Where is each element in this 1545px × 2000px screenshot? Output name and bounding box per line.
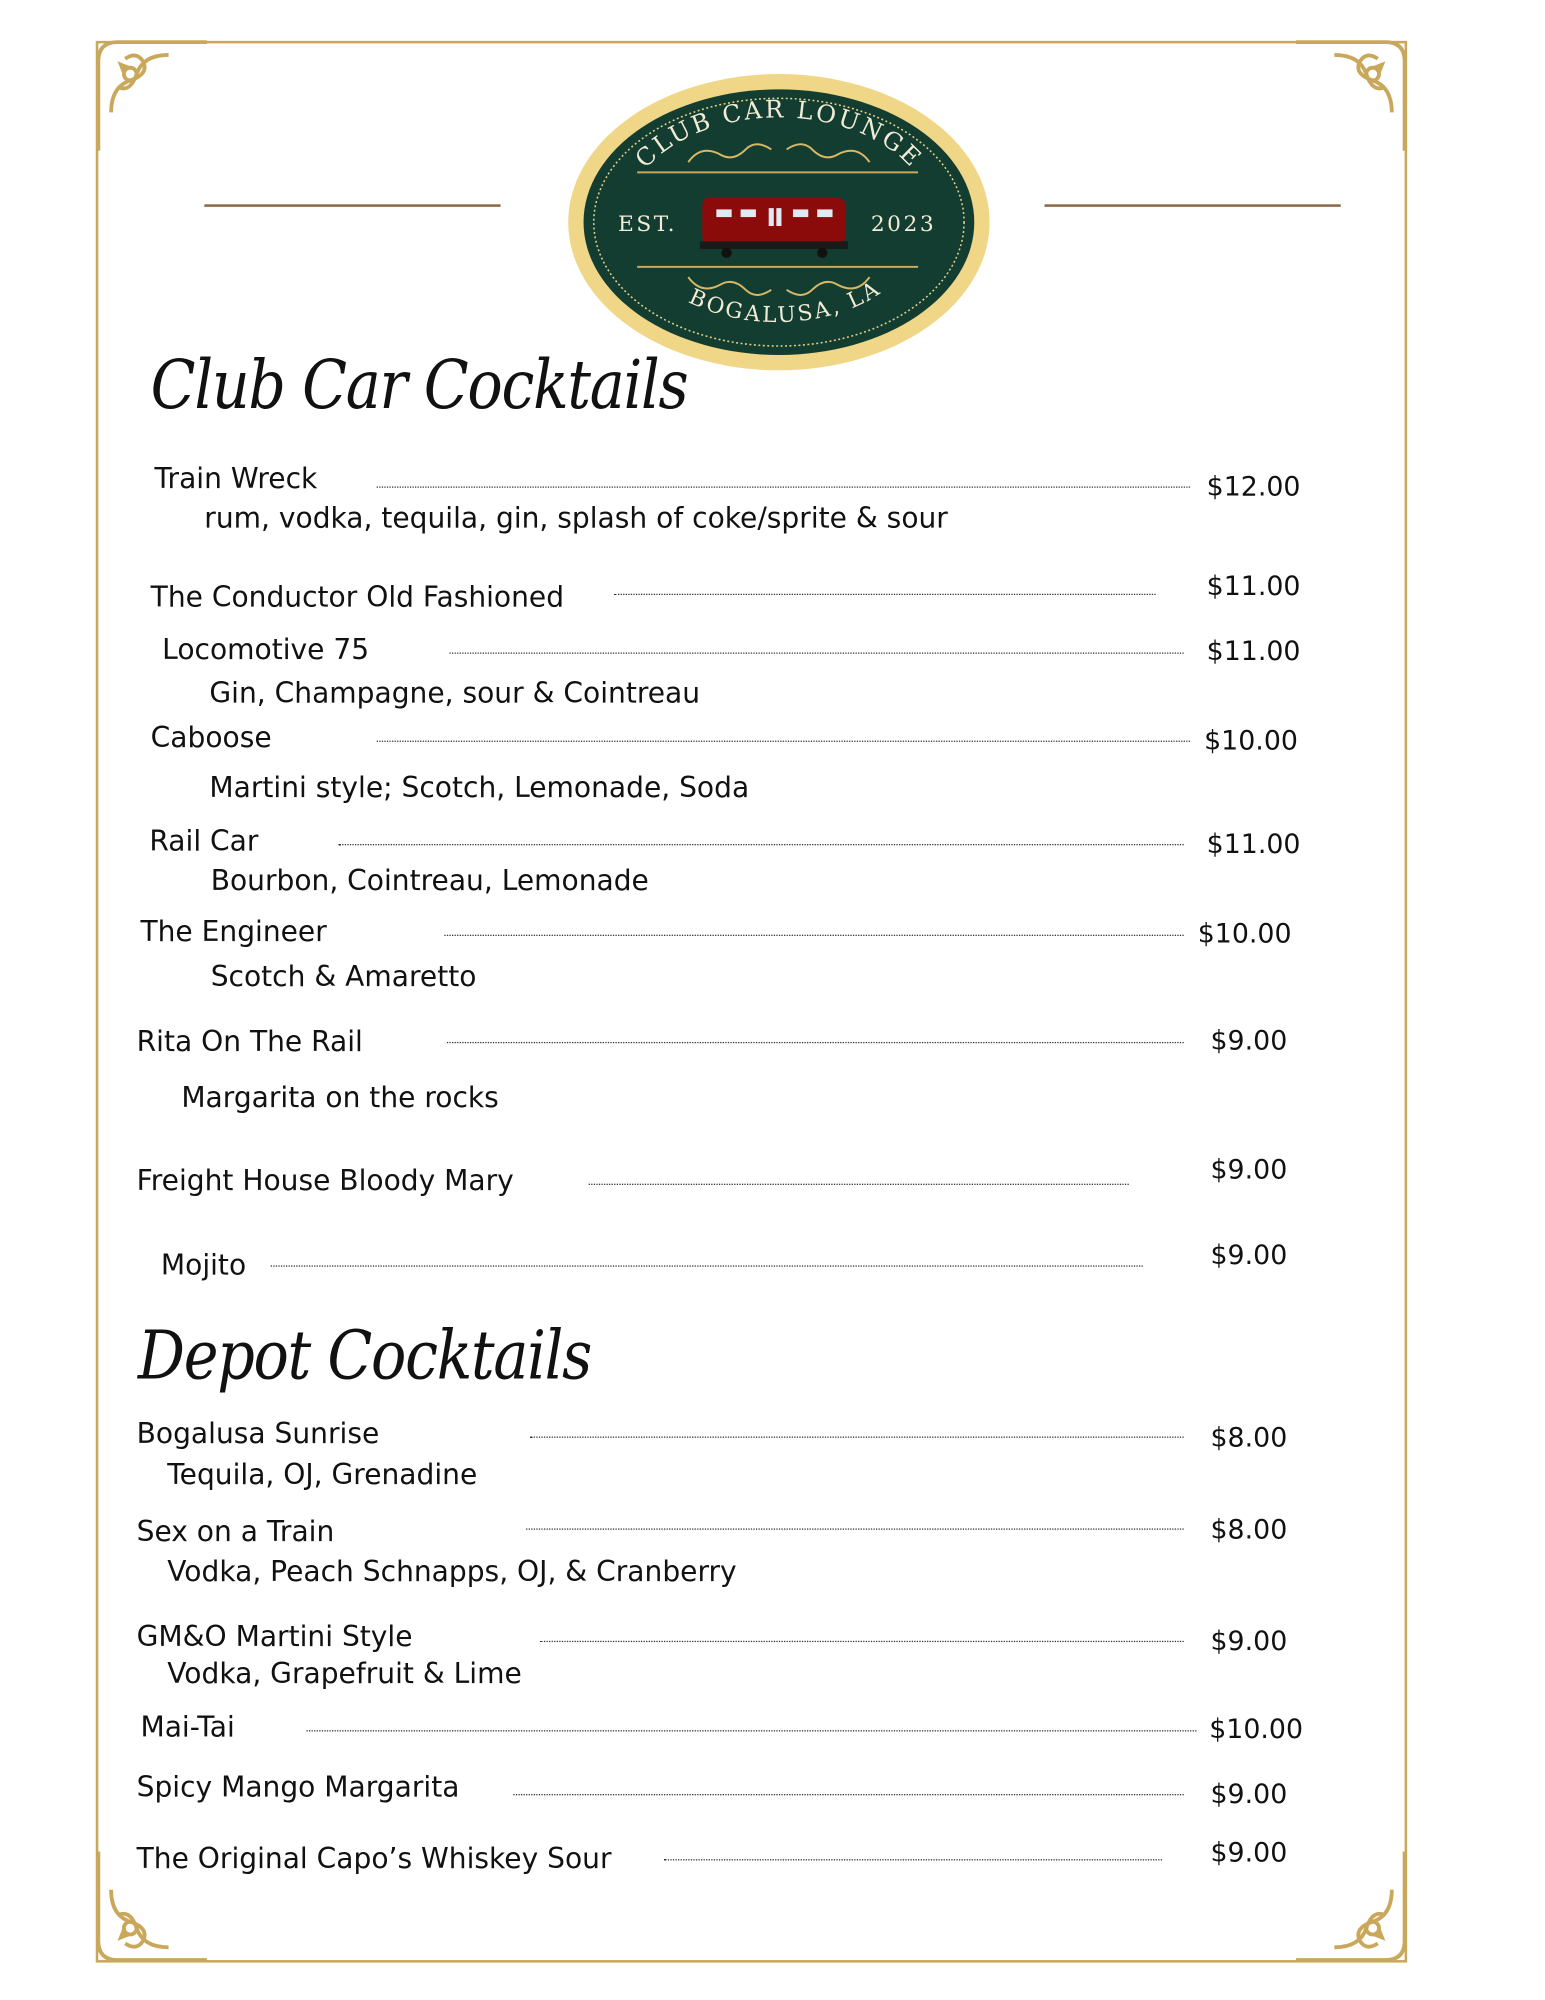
item-name: Caboose xyxy=(150,722,272,755)
item-description: Gin, Champagne, sour & Cointreau xyxy=(209,678,701,710)
dot-leader xyxy=(664,1859,1162,1860)
corner-ornament-icon xyxy=(92,1845,213,1966)
item-name: Mojito xyxy=(160,1250,247,1283)
dot-leader xyxy=(447,1042,1184,1043)
item-price: $11.00 xyxy=(1206,635,1301,667)
item-name: Rail Car xyxy=(149,826,259,859)
item-description: Tequila, OJ, Grenadine xyxy=(167,1459,478,1492)
dot-leader xyxy=(589,1184,1129,1185)
train-car-icon xyxy=(700,198,848,258)
dot-leader xyxy=(530,1437,1184,1438)
corner-ornament-icon xyxy=(1290,36,1411,157)
dot-leader xyxy=(377,486,1190,487)
dot-leader xyxy=(614,594,1155,595)
svg-text:BOGALUSA, LA: BOGALUSA, LA xyxy=(685,275,886,329)
item-description: Scotch & Amaretto xyxy=(210,961,477,994)
item-price: $9.00 xyxy=(1210,1778,1288,1810)
divider-left xyxy=(204,204,500,206)
dot-leader xyxy=(540,1641,1184,1642)
dot-leader xyxy=(513,1794,1183,1795)
item-price: $10.00 xyxy=(1209,1713,1304,1745)
divider-right xyxy=(1045,204,1341,206)
item-description: Margarita on the rocks xyxy=(181,1082,499,1115)
item-name: Sex on a Train xyxy=(136,1516,335,1549)
dot-leader xyxy=(377,741,1190,742)
item-name: Mai-Tai xyxy=(140,1712,235,1745)
dot-leader xyxy=(271,1265,1143,1266)
item-name: The Conductor Old Fashioned xyxy=(150,582,565,615)
svg-text:CLUB CAR LOUNGE: CLUB CAR LOUNGE xyxy=(629,94,929,174)
item-name: Spicy Mango Margarita xyxy=(136,1772,460,1805)
item-price: $9.00 xyxy=(1210,1837,1288,1869)
item-name: Freight House Bloody Mary xyxy=(136,1165,514,1198)
dot-leader xyxy=(444,935,1183,936)
corner-ornament-icon xyxy=(1290,1845,1411,1966)
item-description: Martini style; Scotch, Lemonade, Soda xyxy=(209,772,750,805)
item-name: GM&O Martini Style xyxy=(136,1621,413,1654)
section-title-depot: Depot Cocktails xyxy=(137,1315,591,1395)
item-description: Vodka, Peach Schnapps, OJ, & Cranberry xyxy=(167,1556,737,1589)
item-name: Locomotive 75 xyxy=(162,634,370,667)
dot-leader xyxy=(449,652,1183,653)
svg-text:EST.: EST. xyxy=(618,212,678,238)
svg-text:2023: 2023 xyxy=(870,212,937,238)
item-price: $9.00 xyxy=(1210,1154,1288,1185)
club-car-lounge-logo xyxy=(567,73,991,372)
item-name: The Original Capo’s Whiskey Sour xyxy=(136,1843,612,1876)
item-price: $11.00 xyxy=(1206,570,1301,602)
item-price: $10.00 xyxy=(1204,725,1298,756)
item-price: $11.00 xyxy=(1206,828,1301,860)
corner-ornament-icon xyxy=(92,36,213,157)
item-price: $9.00 xyxy=(1210,1239,1288,1271)
item-name: The Engineer xyxy=(140,916,327,949)
item-price: $8.00 xyxy=(1210,1422,1288,1454)
item-name: Bogalusa Sunrise xyxy=(136,1418,380,1451)
section-title-club-car: Club Car Cocktails xyxy=(150,344,688,424)
item-price: $8.00 xyxy=(1210,1514,1288,1546)
item-price: $10.00 xyxy=(1197,918,1292,949)
item-description: Vodka, Grapefruit & Lime xyxy=(167,1658,522,1691)
dot-leader xyxy=(306,1730,1196,1731)
item-price: $12.00 xyxy=(1206,471,1301,502)
dot-leader xyxy=(338,844,1183,845)
item-description: rum, vodka, tequila, gin, splash of coke/sprite & sour xyxy=(204,503,948,536)
dot-leader xyxy=(526,1528,1184,1529)
item-price: $9.00 xyxy=(1210,1025,1288,1056)
item-name: Rita On The Rail xyxy=(136,1026,363,1059)
item-price: $9.00 xyxy=(1210,1625,1288,1657)
item-description: Bourbon, Cointreau, Lemonade xyxy=(210,865,649,898)
item-name: Train Wreck xyxy=(154,463,318,496)
